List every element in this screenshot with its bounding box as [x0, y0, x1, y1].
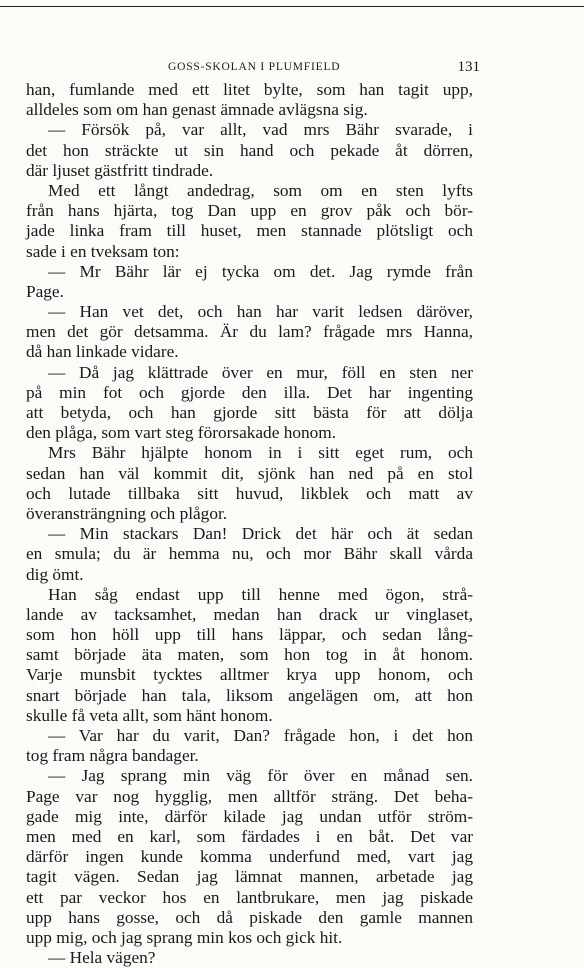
text-line: Med ett långt andedrag, som om en sten lyfts [48, 180, 473, 200]
text-line: sedan han väl kommit dit, sjönk han ned på en stol [26, 463, 473, 483]
text-line: upp hans gosse, och då piskade den gamle mannen [26, 907, 473, 927]
text-line: därför ingen kunde komma underfund med, vart jag [26, 847, 473, 867]
text-line: lande av tacksamhet, medan han drack ur vinglaset, [26, 604, 473, 624]
text-line: men det gör detsamma. Är du lam? frågade mrs Hanna, [26, 322, 473, 342]
page-number: 131 [457, 59, 480, 75]
text-line: ett par veckor hos en lantbrukare, men jag piskade [26, 887, 473, 907]
text-line: gade mig inte, därför kilade jag undan utför ström- [26, 806, 473, 826]
text-line: alldeles som om han genast ämnade avlägsna sig. [26, 100, 368, 120]
running-title: GOSS-SKOLAN I PLUMFIELD [168, 61, 341, 73]
text-line: — Då jag klättrade över en mur, föll en sten ner [48, 362, 473, 382]
text-line: upp mig, och jag sprang min kos och gick hit. [26, 927, 343, 947]
text-line: skulle få veta allt, som hänt honom. [26, 705, 273, 725]
text-line: då han linkade vidare. [26, 342, 179, 362]
text-line: — Jag sprang min väg för över en månad sen. [48, 766, 473, 786]
text-line: dig ömt. [26, 564, 84, 584]
text-line: som hon höll upp till hans läppar, och sedan lång- [26, 625, 473, 645]
text-line: — Han vet det, och han har varit ledsen däröver, [48, 302, 473, 322]
text-line: — Min stackars Dan! Drick det här och ät sedan [48, 524, 473, 544]
text-line: — Var har du varit, Dan? frågade hon, i det hon [48, 726, 473, 745]
text-line: jade linka fram till huset, men stannade plötsligt och [26, 221, 473, 241]
text-line: Varje munsbit tycktes alltmer krya upp honom, och [26, 665, 473, 685]
text-line: — Försök på, var allt, vad mrs Bähr svarade, i [48, 120, 473, 140]
text-line: tog fram några bandager. [26, 746, 199, 766]
text-line: att betyda, och han gjorde sitt bästa för att dölja [26, 403, 473, 422]
text-line: och lutade tillbaka sitt huvud, likblek och matt av [26, 483, 473, 503]
text-line: Page var nog hygglig, men alltför sträng. Det beha- [26, 786, 473, 806]
top-rule [0, 6, 584, 7]
text-line: Mrs Bähr hjälpte honom in i sitt eget rum, och [48, 443, 473, 463]
text-line: tagit vägen. Sedan jag lämnat mannen, arbetade jag [26, 867, 473, 887]
text-line: den plåga, som vart steg förorsakade honom. [26, 423, 337, 443]
text-line: överansträngning och plågor. [26, 503, 228, 523]
text-line: på min fot och gjorde den illa. Det har ingenting [26, 382, 473, 402]
text-line: men med en karl, som färdades i en båt. Det var [26, 826, 473, 846]
text-line: från hans hjärta, tog Dan upp en grov påk och bör- [26, 201, 473, 221]
text-line: samt började äta maten, som hon tog in åt honom. [26, 645, 473, 665]
text-line: Han såg endast upp till henne med ögon, strå- [48, 584, 473, 604]
text-line: där ljuset gästfritt tindrade. [26, 160, 214, 180]
text-line: han, fumlande med ett litet bylte, som han tagit upp, [26, 80, 473, 99]
text-line: — Hela vägen? [48, 948, 156, 968]
text-line: Page. [26, 281, 64, 301]
body-text [26, 80, 473, 968]
running-head [30, 59, 480, 79]
text-line: — Mr Bähr lär ej tycka om det. Jag rymde från [48, 261, 473, 281]
text-line: sade i en tveksam ton: [26, 241, 180, 261]
text-line: en smula; du är hemma nu, och mor Bähr skall vårda [26, 544, 473, 564]
text-line: det hon sträckte ut sin hand och pekade åt dörren, [26, 140, 473, 160]
text-line: snart började han tala, liksom angelägen om, att hon [26, 685, 473, 705]
